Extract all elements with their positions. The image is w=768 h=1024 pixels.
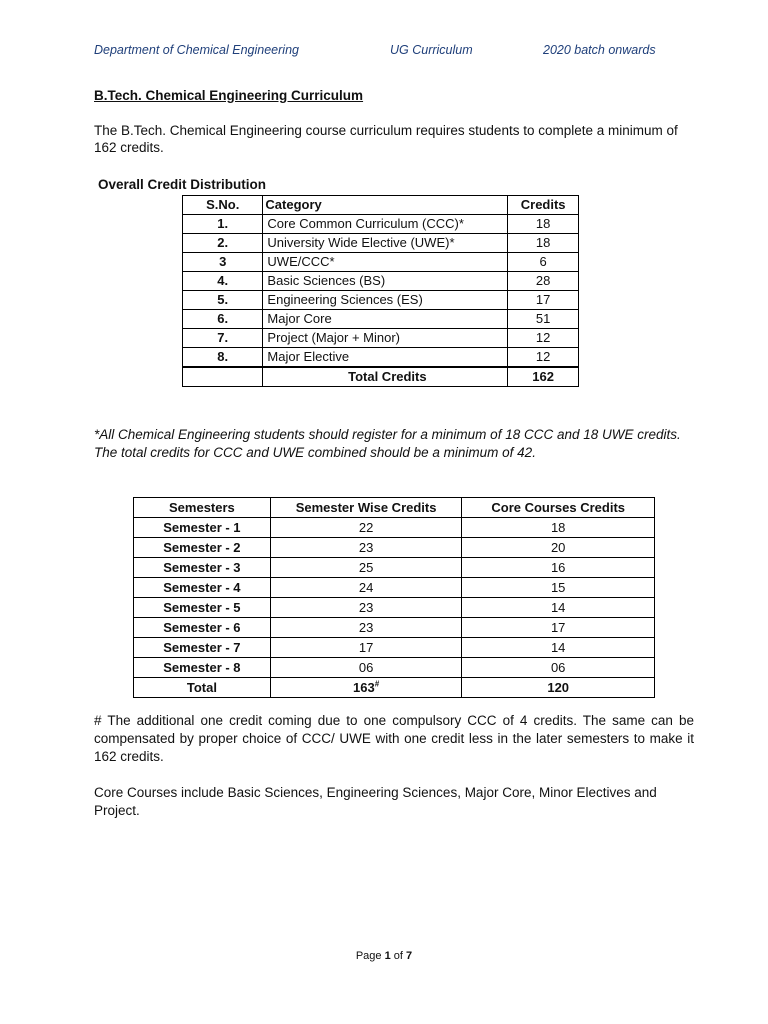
total-credits-value: 162 [508, 367, 579, 387]
intro-paragraph: The B.Tech. Chemical Engineering course curriculum requires students to complete a minimum of 162 credits. [94, 123, 678, 155]
table-row [183, 272, 579, 291]
category-cell: Major Elective [263, 348, 508, 368]
page-header [0, 43, 768, 61]
semester-credits-cell: 23 [270, 618, 462, 638]
table-row [134, 658, 655, 678]
semester-credits-cell: 23 [270, 598, 462, 618]
semester-credits-cell: 06 [270, 658, 462, 678]
semester-credits-cell: 25 [270, 558, 462, 578]
table-row [183, 215, 579, 234]
table-row [134, 578, 655, 598]
credit-distribution-table [182, 195, 579, 387]
table-header-row [183, 196, 579, 215]
total-credits-label: Total Credits [263, 367, 508, 387]
core-credits-cell: 06 [462, 658, 655, 678]
footer-current-page: 1 [384, 950, 391, 962]
category-cell: Basic Sciences (BS) [263, 272, 508, 291]
hash-mark: # [374, 679, 380, 689]
table-row [134, 558, 655, 578]
semester-cell: Semester - 3 [134, 558, 271, 578]
column-header-semesters: Semesters [134, 498, 271, 518]
table-row [183, 253, 579, 272]
sno-cell: 4. [183, 272, 263, 291]
table-row [183, 234, 579, 253]
table-row [134, 638, 655, 658]
semester-cell: Semester - 7 [134, 638, 271, 658]
table-header-row [134, 498, 655, 518]
semester-cell: Semester - 4 [134, 578, 271, 598]
table-row [183, 291, 579, 310]
total-core-credits: 120 [462, 678, 655, 698]
category-cell: UWE/CCC* [263, 253, 508, 272]
table-row [134, 618, 655, 638]
semester-cell: Semester - 5 [134, 598, 271, 618]
page-title: B.Tech. Chemical Engineering Curriculum [94, 88, 364, 103]
table-row [134, 538, 655, 558]
column-header-credits: Credits [508, 196, 579, 215]
core-credits-cell: 15 [462, 578, 655, 598]
category-cell: University Wide Elective (UWE)* [263, 234, 508, 253]
semester-credits-cell: 24 [270, 578, 462, 598]
page-footer [0, 950, 768, 962]
footer-page-word: Page [355, 950, 382, 962]
header-program: UG Curriculum [390, 43, 473, 57]
category-cell: Engineering Sciences (ES) [263, 291, 508, 310]
table-row [183, 329, 579, 348]
sno-cell: 8. [183, 348, 263, 368]
semester-credits-cell: 17 [270, 638, 462, 658]
total-row [183, 367, 579, 387]
core-courses-note: Core Courses include Basic Sciences, Engineering Sciences, Major Core, Minor Electives and Project. [94, 785, 657, 818]
credits-cell: 17 [508, 291, 579, 310]
total-row [134, 678, 655, 698]
core-credits-cell: 17 [462, 618, 655, 638]
category-cell: Project (Major + Minor) [263, 329, 508, 348]
credits-cell: 6 [508, 253, 579, 272]
header-batch: 2020 batch onwards [543, 43, 656, 57]
registration-note: *All Chemical Engineering students should register for a minimum of 18 CCC and 18 UWE credits. The total credits for CCC and UWE combined should be a minimum of 42. [94, 427, 681, 460]
semester-credits-cell: 23 [270, 538, 462, 558]
footer-of-word: of [393, 950, 403, 962]
sno-cell: 5. [183, 291, 263, 310]
empty-cell [183, 367, 263, 387]
credits-cell: 18 [508, 215, 579, 234]
semester-credits-table [133, 497, 655, 698]
sno-cell: 3 [183, 253, 263, 272]
credits-cell: 51 [508, 310, 579, 329]
core-credits-cell: 20 [462, 538, 655, 558]
credits-cell: 12 [508, 329, 579, 348]
table-row [183, 310, 579, 329]
core-credits-cell: 16 [462, 558, 655, 578]
header-department: Department of Chemical Engineering [94, 43, 299, 57]
column-header-semester-wise-credits: Semester Wise Credits [270, 498, 462, 518]
category-cell: Core Common Curriculum (CCC)* [263, 215, 508, 234]
table-row [134, 518, 655, 538]
core-credits-cell: 14 [462, 638, 655, 658]
semester-cell: Semester - 1 [134, 518, 271, 538]
semester-credits-cell: 22 [270, 518, 462, 538]
column-header-core-courses-credits: Core Courses Credits [462, 498, 655, 518]
sno-cell: 7. [183, 329, 263, 348]
category-cell: Major Core [263, 310, 508, 329]
core-credits-cell: 18 [462, 518, 655, 538]
additional-credit-note: # The additional one credit coming due to one compulsory CCC of 4 credits. The same can be compensated by proper choice of CCC/ UWE with one credit less in the later semesters to make it 162 credits. [94, 713, 694, 764]
sno-cell: 1. [183, 215, 263, 234]
column-header-sno: S.No. [183, 196, 263, 215]
total-semester-credits-value: 163 [353, 680, 375, 695]
sno-cell: 6. [183, 310, 263, 329]
semester-cell: Semester - 2 [134, 538, 271, 558]
column-header-category: Category [263, 196, 508, 215]
credits-cell: 28 [508, 272, 579, 291]
credits-cell: 12 [508, 348, 579, 368]
semester-cell: Semester - 8 [134, 658, 271, 678]
semester-cell: Semester - 6 [134, 618, 271, 638]
table-row [183, 348, 579, 368]
footer-total-pages: 7 [406, 950, 413, 962]
table-row [134, 598, 655, 618]
sno-cell: 2. [183, 234, 263, 253]
credits-cell: 18 [508, 234, 579, 253]
credit-distribution-heading: Overall Credit Distribution [98, 177, 267, 192]
total-label: Total [134, 678, 271, 698]
total-semester-credits [270, 678, 462, 698]
core-credits-cell: 14 [462, 598, 655, 618]
